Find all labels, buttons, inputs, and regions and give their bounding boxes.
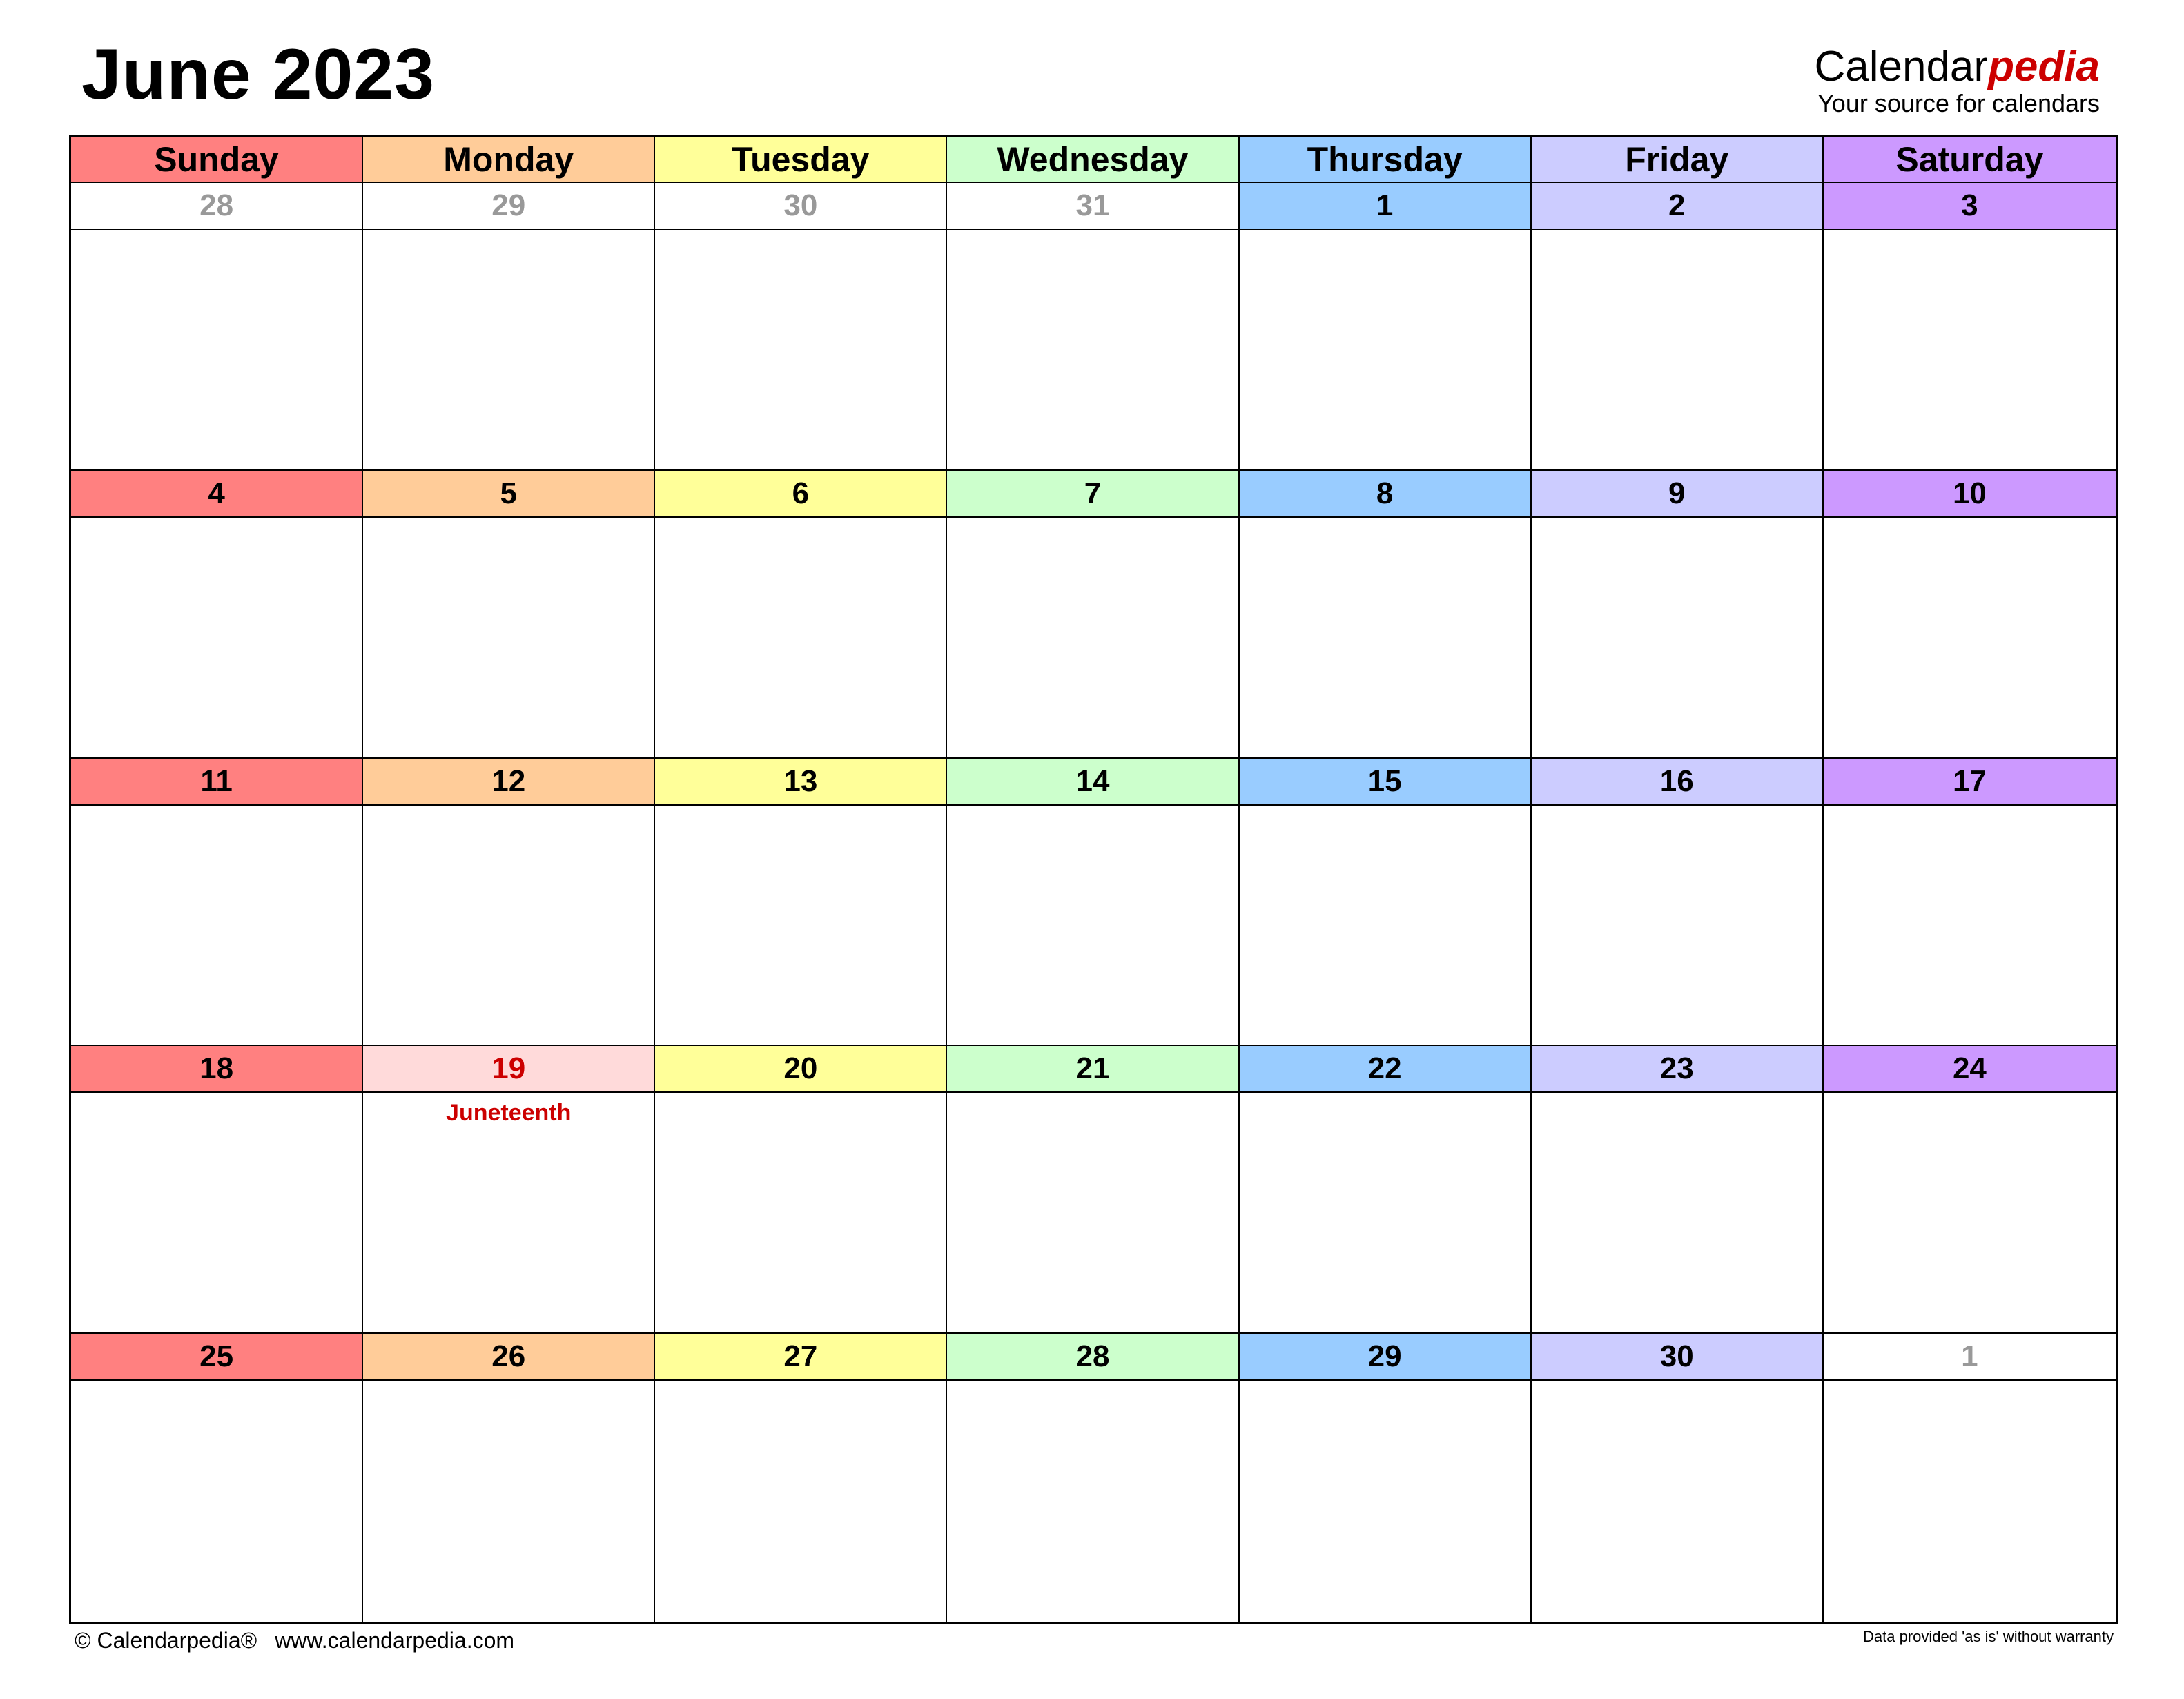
weekday-header-saturday: Saturday [1824, 137, 2116, 183]
weekday-header-wednesday: Wednesday [947, 137, 1239, 183]
day-cell[interactable] [655, 759, 947, 1047]
day-cell[interactable] [1824, 183, 2116, 471]
day-number: 9 [1532, 471, 1822, 518]
day-cell[interactable] [1824, 471, 2116, 759]
weekday-header-tuesday: Tuesday [655, 137, 947, 183]
day-number: 12 [363, 759, 654, 806]
brand-name-accent: pedia [1988, 43, 2100, 90]
day-number: 13 [655, 759, 946, 806]
day-cell[interactable] [71, 759, 363, 1047]
day-cell[interactable] [655, 471, 947, 759]
weekday-header-thursday: Thursday [1240, 137, 1532, 183]
day-number: 1 [1240, 183, 1530, 230]
day-number: 14 [947, 759, 1238, 806]
day-cell[interactable] [363, 1334, 655, 1622]
weekday-header-sunday: Sunday [71, 137, 363, 183]
day-number: 24 [1824, 1046, 2116, 1093]
day-number: 1 [1824, 1334, 2116, 1381]
footer-credits [75, 1628, 514, 1653]
day-number: 21 [947, 1046, 1238, 1093]
day-cell[interactable] [947, 1334, 1239, 1622]
day-cell[interactable] [1824, 759, 2116, 1047]
day-cell[interactable] [655, 183, 947, 471]
day-number: 3 [1824, 183, 2116, 230]
day-number: 20 [655, 1046, 946, 1093]
day-number: 7 [947, 471, 1238, 518]
day-number: 30 [655, 183, 946, 230]
day-cell[interactable] [1532, 1334, 1824, 1622]
day-cell[interactable] [71, 1046, 363, 1334]
weekday-header-monday: Monday [363, 137, 655, 183]
day-number: 28 [947, 1334, 1238, 1381]
day-number: 22 [1240, 1046, 1530, 1093]
brand-name-main: Calendar [1814, 43, 1989, 90]
day-cell[interactable] [1532, 759, 1824, 1047]
day-cell[interactable] [947, 183, 1239, 471]
day-cell[interactable] [1240, 759, 1532, 1047]
day-cell[interactable] [947, 759, 1239, 1047]
day-cell[interactable] [363, 183, 655, 471]
day-cell[interactable] [1240, 1334, 1532, 1622]
day-number: 8 [1240, 471, 1530, 518]
footer-disclaimer: Data provided 'as is' without warranty [1862, 1628, 2114, 1645]
day-number: 28 [71, 183, 362, 230]
day-cell[interactable] [1824, 1046, 2116, 1334]
day-number: 11 [71, 759, 362, 806]
day-number: 27 [655, 1334, 946, 1381]
day-cell[interactable] [363, 759, 655, 1047]
day-cell[interactable] [71, 471, 363, 759]
day-number: 4 [71, 471, 362, 518]
day-cell[interactable] [947, 471, 1239, 759]
day-number: 19 [363, 1046, 654, 1093]
day-cell[interactable] [655, 1046, 947, 1334]
day-number: 15 [1240, 759, 1530, 806]
day-number: 25 [71, 1334, 362, 1381]
footer-copyright: © Calendarpedia® [75, 1628, 257, 1653]
brand-logo [1814, 43, 2100, 117]
calendar-grid [69, 135, 2118, 1624]
day-cell[interactable] [1532, 183, 1824, 471]
day-cell[interactable] [71, 183, 363, 471]
day-cell[interactable] [1824, 1334, 2116, 1622]
day-number: 16 [1532, 759, 1822, 806]
brand-tagline: Your source for calendars [1817, 89, 2100, 117]
day-cell[interactable] [1532, 471, 1824, 759]
day-number: 18 [71, 1046, 362, 1093]
day-number: 26 [363, 1334, 654, 1381]
day-cell[interactable] [71, 1334, 363, 1622]
day-cell[interactable] [363, 1046, 655, 1334]
day-cell[interactable] [655, 1334, 947, 1622]
day-cell[interactable] [363, 471, 655, 759]
day-number: 29 [1240, 1334, 1530, 1381]
day-number: 6 [655, 471, 946, 518]
day-number: 31 [947, 183, 1238, 230]
day-number: 30 [1532, 1334, 1822, 1381]
day-cell[interactable] [1240, 1046, 1532, 1334]
holiday-label: Juneteenth [446, 1100, 572, 1127]
day-number: 10 [1824, 471, 2116, 518]
weekday-header-friday: Friday [1532, 137, 1824, 183]
day-number: 23 [1532, 1046, 1822, 1093]
day-number: 2 [1532, 183, 1822, 230]
brand-name [1814, 43, 2100, 90]
day-cell[interactable] [947, 1046, 1239, 1334]
day-number: 5 [363, 471, 654, 518]
day-cell[interactable] [1240, 183, 1532, 471]
footer-website-link[interactable]: www.calendarpedia.com [275, 1628, 515, 1653]
day-cell[interactable] [1240, 471, 1532, 759]
day-cell[interactable] [1532, 1046, 1824, 1334]
day-number: 17 [1824, 759, 2116, 806]
page-title: June 2023 [81, 35, 435, 115]
day-number: 29 [363, 183, 654, 230]
